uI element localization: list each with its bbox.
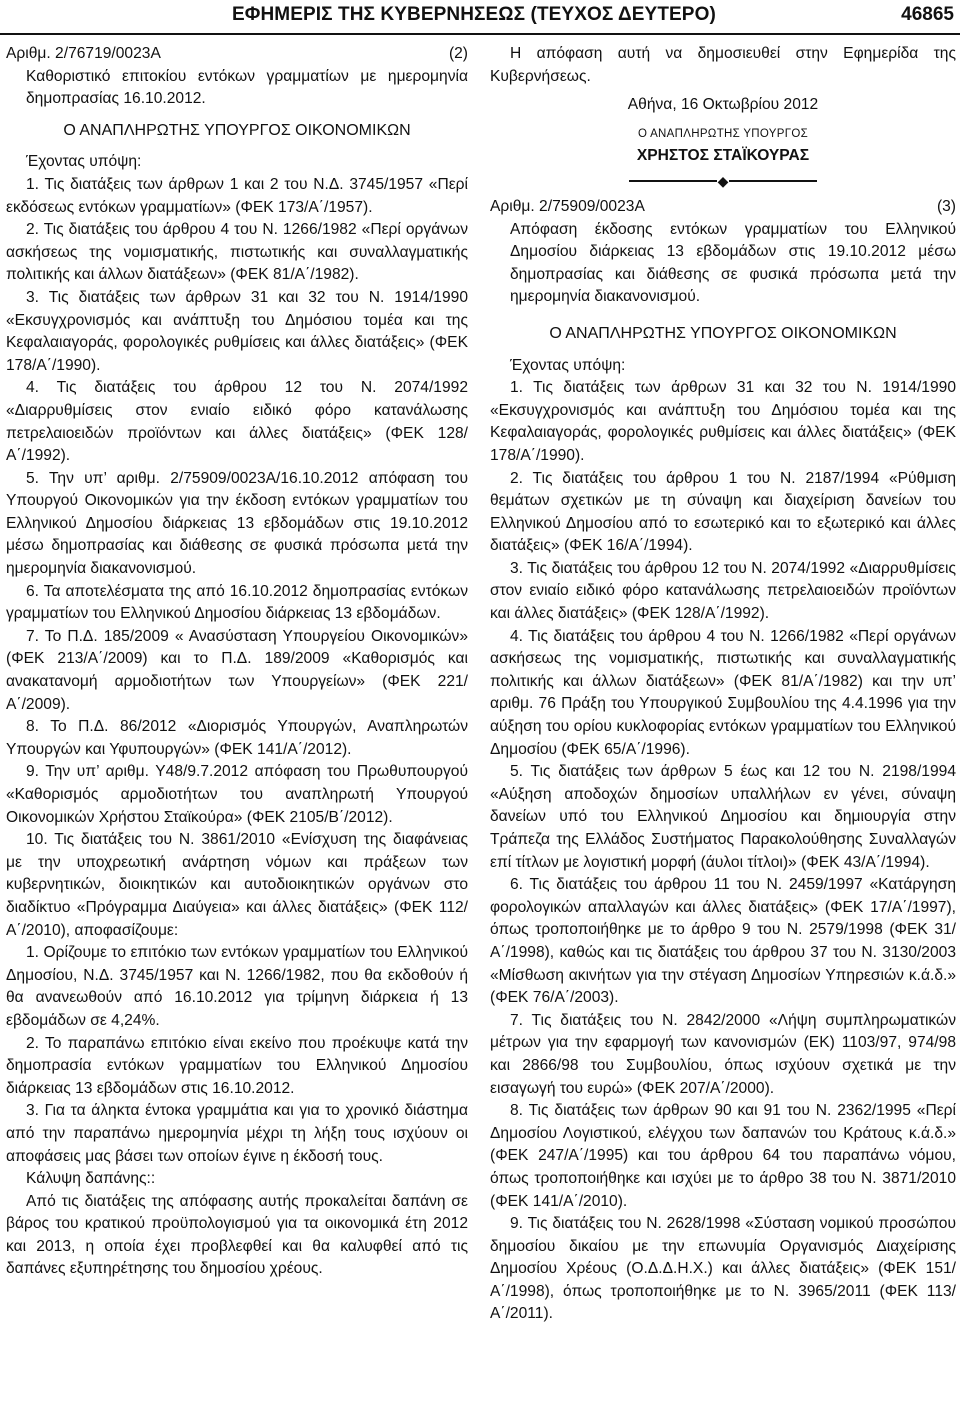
paragraph: 9. Την υπ’ αριθμ. Υ48/9.7.2012 απόφαση του Πρωθυπουργού «Καθορισμός αρμοδιοτήτων του αναπληρωτή Υπουργού Οικονομικών Χρήστου Σταϊκούρα» (ΦΕΚ 2105/Β΄/2012). xyxy=(6,763,468,826)
issuer-title: Ο ΑΝΑΠΛΗΡΩΤΗΣ ΥΠΟΥΡΓΟΣ ΟΙΚΟΝΟΜΙΚΩΝ xyxy=(63,121,411,139)
paragraph: 4. Τις διατάξεις του άρθρου 4 του Ν. 1266/1982 «Περί οργάνων ασκήσεως της νομισματικής, πιστωτικής και συναλλαγματικής πολιτικής και άλλων διατάξεων» (ΦΕΚ 81/Α΄/1982) και την υπ’ αριθμ. 76 Πράξη του Υπουργικού Συμβουλίου της 4.4.1996 για την αύξηση του ορίου κυκλοφορίας εντόκων γραμματίων του Ελληνικού Δημοσίου (ΦΕΚ 65/Α΄/1996). xyxy=(490,627,956,758)
page-header xyxy=(0,0,960,40)
signer-title: Ο ΑΝΑΠΛΗΡΩΤΗΣ ΥΠΟΥΡΓΟΣ xyxy=(637,127,808,140)
paragraph: 7. Τις διατάξεις του Ν. 2842/2000 «Λήψη συμπληρωματικών μέτρων για την εφαρμογή των κανονισμών (ΕΚ) 1103/97, 974/98 και 2866/98 του Συμβουλίου, όπως ισχύουν σχετικά με την εισαγωγή του ευρώ» (ΦΕΚ 207/Α΄/2000). xyxy=(490,1011,956,1097)
considering-label: Έχοντας υπόψη: xyxy=(26,153,142,171)
paragraph: 3. Τις διατάξεις των άρθρων 31 και 32 του Ν. 1914/1990 «Εκσυγχρονισμός και ανάπτυξη του Δημόσιου τομέα και της Κεφαλαιαγοράς, φορολογικές ρυθμίσεις και άλλες διατάξεις» (ΦΕΚ 178/Α΄/1990). xyxy=(6,288,468,374)
left-column xyxy=(6,43,468,1281)
header-rule xyxy=(0,33,960,35)
decision-number: Αριθμ. 2/75909/0023Α xyxy=(490,197,645,215)
place-date: Αθήνα, 16 Οκτωβρίου 2012 xyxy=(627,96,819,114)
paragraph: 1. Τις διατάξεις των άρθρων 31 και 32 του Ν. 1914/1990 «Εκσυγχρονισμός και ανάπτυξη του Δημόσιου τομέα και της Κεφαλαιαγοράς, φορολογικές ρυθμίσεις και άλλες διατάξεις» (ΦΕΚ 178/Α΄/1990). xyxy=(490,379,956,464)
decision-number: Αριθμ. 2/76719/0023Α xyxy=(6,45,161,62)
paragraph: 2. Το παραπάνω επιτόκιο είναι εκείνο που προέκυψε κατά την δημοπρασία εντόκων γραμματίων του Ελληνικού Δημοσίου διάρκειας 13 εβδομάδων στις 16.10.2012. xyxy=(6,1034,468,1097)
gazette-title: ΕΦΗΜΕΡΙΣ ΤΗΣ ΚΥΒΕΡΝΗΣΕΩΣ (ΤΕΥΧΟΣ ΔΕΥΤΕΡΟ) xyxy=(232,4,716,25)
paragraph: 6. Τις διατάξεις του άρθρου 11 του Ν. 2459/1997 «Κατάργηση φορολογικών απαλλαγών και άλλες διατάξεις» (ΦΕΚ 17/Α΄/1997), όπως τροποποιήθηκε με το άρθρο 9 του Ν. 2579/1998 (ΦΕΚ 31/Α΄/1998), καθώς και τις διατάξεις του άρθρου 37 του Ν. 3130/2003 «Μίσθωση ακινήτων για την στέγαση Δημοσίων Υπηρεσιών κ.ά.δ.» (ΦΕΚ 76/Α΄/2003). xyxy=(490,876,956,1007)
signer-name: ΧΡΗΣΤΟΣ ΣΤΑΪΚΟΥΡΑΣ xyxy=(636,147,810,165)
paragraph: 4. Τις διατάξεις του άρθρου 12 του Ν. 2074/1992 «Διαρρυθμίσεις στον ενιαίο ειδικό φόρο κατανάλωσης πετρελαιοειδών προϊόντων και άλλες διατάξεις» (ΦΕΚ 128/Α΄/1992). xyxy=(6,379,468,465)
paragraph: 3. Τις διατάξεις του άρθρου 12 του Ν. 2074/1992 «Διαρρυθμίσεις στον ενιαίο ειδικό φόρο κατανάλωσης πετρελαιοειδών προϊόντων και άλλες διατάξεις» (ΦΕΚ 128/Α΄/1992). xyxy=(490,559,956,623)
decision-header-2 xyxy=(6,43,468,66)
decision-index: (2) xyxy=(448,45,468,62)
decision-title: Καθοριστικό επιτοκίου εντόκων γραμματίων με ημερομηνία δημοπρασίας 16.10.2012. xyxy=(26,67,468,108)
paragraph: 10. Τις διατάξεις του Ν. 3861/2010 «Ενίσχυση της διαφάνειας με την υποχρεωτική ανάρτηση νόμων και πράξεων των κυβερνητικών, διοικητικών και αυτοδιοικητικών οργάνων στο διαδίκτυο «Πρόγραμμα Διαύγεια» και άλλες διατάξεις» (ΦΕΚ 112/Α΄/2010), αποφασίζουμε: xyxy=(6,831,468,939)
paragraph: 5. Τις διατάξεις των άρθρων 5 έως και 12 του Ν. 2198/1994 «Αύξηση αποδοχών δημοσίων υπαλλήλων εν γένει, σύναψη δανείων υπό του Ελληνικού Δημοσίου και δημιουργία στην Τράπεζα της Ελλάδος Συστήματος Παρακολούθησης Συναλλαγών επί τίτλων με λογιστική μορφή (άυλοι τίτλοι)» (ΦΕΚ 43/Α΄/1994). xyxy=(490,763,956,871)
diamond-icon: ◆ xyxy=(717,172,729,189)
separator-line xyxy=(729,180,817,182)
paragraph: 2. Τις διατάξεις του άρθρου 4 του Ν. 1266/1982 «Περί οργάνων ασκήσεως της νομισματικής, πιστωτικής και συναλλαγματικής πολιτικής και άλλων διατάξεων» (ΦΕΚ 81/Α΄/1982). xyxy=(6,221,468,284)
paragraph: 8. Το Π.Δ. 86/2012 «Διορισμός Υπουργών, Αναπληρωτών Υπουργών και Υφυπουργών» (ΦΕΚ 141/Α΄/2012). xyxy=(6,718,468,758)
paragraph: Από τις διατάξεις της απόφασης αυτής προκαλείται δαπάνη σε βάρος του κρατικού προϋπολογισμού για τα οικονομικά έτη 2012 και 2013, η οποία έχει προβλεφθεί και θα καλυφθεί από τις δαπάνες εξυπηρέτησης του δημοσίου χρέους. xyxy=(6,1192,468,1278)
paragraph: 1. Ορίζουμε το επιτόκιο των εντόκων γραμματίων του Ελληνικού Δημοσίου, Ν.Δ. 3745/1957 και Ν. 1266/1982, που θα εκδοθούν ή θα ανανεωθούν από 16.10.2012 για τρίμηνη διάρκεια ή 13 εβδομάδων σε 4,24%. xyxy=(6,944,468,1029)
page-number: 46865 xyxy=(901,4,954,25)
decision-index: (3) xyxy=(936,197,956,215)
paragraph: 8. Τις διατάξεις των άρθρων 90 και 91 του Ν. 2362/1995 «Περί Δημοσίου Λογιστικού, ελέγχου των δαπανών του Κράτους κ.ά.δ.» (ΦΕΚ 247/Α΄/1995) και του άρθρου 64 του παραπάνω νόμου, όπως τροποποιήθηκε και ισχύει με το άρθρο 38 του Ν. 3871/2010 (ΦΕΚ 141/Α΄/2010). xyxy=(490,1102,956,1210)
decision-title: Απόφαση έκδοσης εντόκων γραμματίων του Ελληνικού Δημοσίου διάρκειας 13 εβδομάδων στις 19.10.2012 μέσω δημοπρασίας και διάθεσης σε φυσικά πρόσωπα μετά την ημερομηνία διακανονισμού. xyxy=(510,220,956,306)
paragraph: 7. Το Π.Δ. 185/2009 « Ανασύσταση Υπουργείου Οικονομικών» (ΦΕΚ 213/Α΄/2009) και το Π.Δ. 189/2009 «Καθορισμός και ανακατανομή αρμοδιοτήτων των Υπουργείων» (ΦΕΚ 221/Α΄/2009). xyxy=(6,627,468,713)
paragraph: 3. Για τα άληκτα έντοκα γραμμάτια και για το χρονικό διάστημα από την παραπάνω ημερομηνία μέχρι τη λήξη τους ισχύουν οι αποφάσεις μας βάσει των οποίων έγινε η έκδοσή τους. xyxy=(6,1102,468,1165)
paragraph: 9. Τις διατάξεις του Ν. 2628/1998 «Σύσταση νομικού προσώπου δημοσίου δικαίου με την επωνυμία Οργανισμός Διαχείρισης Δημοσίου Χρέους (Ο.Δ.Δ.Η.Χ.) και άλλες διατάξεις» (ΦΕΚ 151/Α΄/1998), όπως τροποποιήθηκε με το Ν. 3965/2011 (ΦΕΚ 113/Α΄/2011). xyxy=(490,1215,956,1323)
section-separator xyxy=(490,171,956,191)
paragraph: 1. Τις διατάξεις των άρθρων 1 και 2 του Ν.Δ. 3745/1957 «Περί εκδόσεως εντόκων γραμματίων» (ΦΕΚ 173/Α΄/1957). xyxy=(6,175,468,216)
right-column xyxy=(490,43,956,1326)
considering-label: Έχοντας υπόψη: xyxy=(510,356,626,374)
decision-header-3 xyxy=(490,196,956,219)
separator-line xyxy=(629,180,717,182)
expense-coverage-label: Κάλυψη δαπάνης:: xyxy=(26,1170,156,1188)
issuer-title: Ο ΑΝΑΠΛΗΡΩΤΗΣ ΥΠΟΥΡΓΟΣ ΟΙΚΟΝΟΜΙΚΩΝ xyxy=(549,324,897,342)
paragraph: 2. Τις διατάξεις του άρθρου 1 του Ν. 2187/1994 «Ρύθμιση θεμάτων σχετικών με τη σύναψη και διαχείριση δανείων του Ελληνικού Δημοσίου από το εσωτερικό και το εξωτερικό και άλλες διατάξεις» (ΦΕΚ 16/Α΄/1994). xyxy=(490,469,956,555)
publication-note: Η απόφαση αυτή να δημοσιευθεί στην Εφημερίδα της Κυβερνήσεως. xyxy=(490,45,956,85)
paragraph: 5. Την υπ’ αριθμ. 2/75909/0023Α/16.10.2012 απόφαση του Υπουργού Οικονομικών για την έκδοση εντόκων γραμματίων του Ελληνικού Δημοσίου διάρκειας 13 εβδομάδων στις 19.10.2012 μέσω δημοπρασίας και διάθεσης σε φυσικά πρόσωπα μετά την ημερομηνία διακανονισμού. xyxy=(6,469,468,578)
paragraph: 6. Τα αποτελέσματα της από 16.10.2012 δημοπρασίας εντόκων γραμματίων του Ελληνικού Δημοσίου διάρκειας 13 εβδομάδων. xyxy=(6,582,468,623)
